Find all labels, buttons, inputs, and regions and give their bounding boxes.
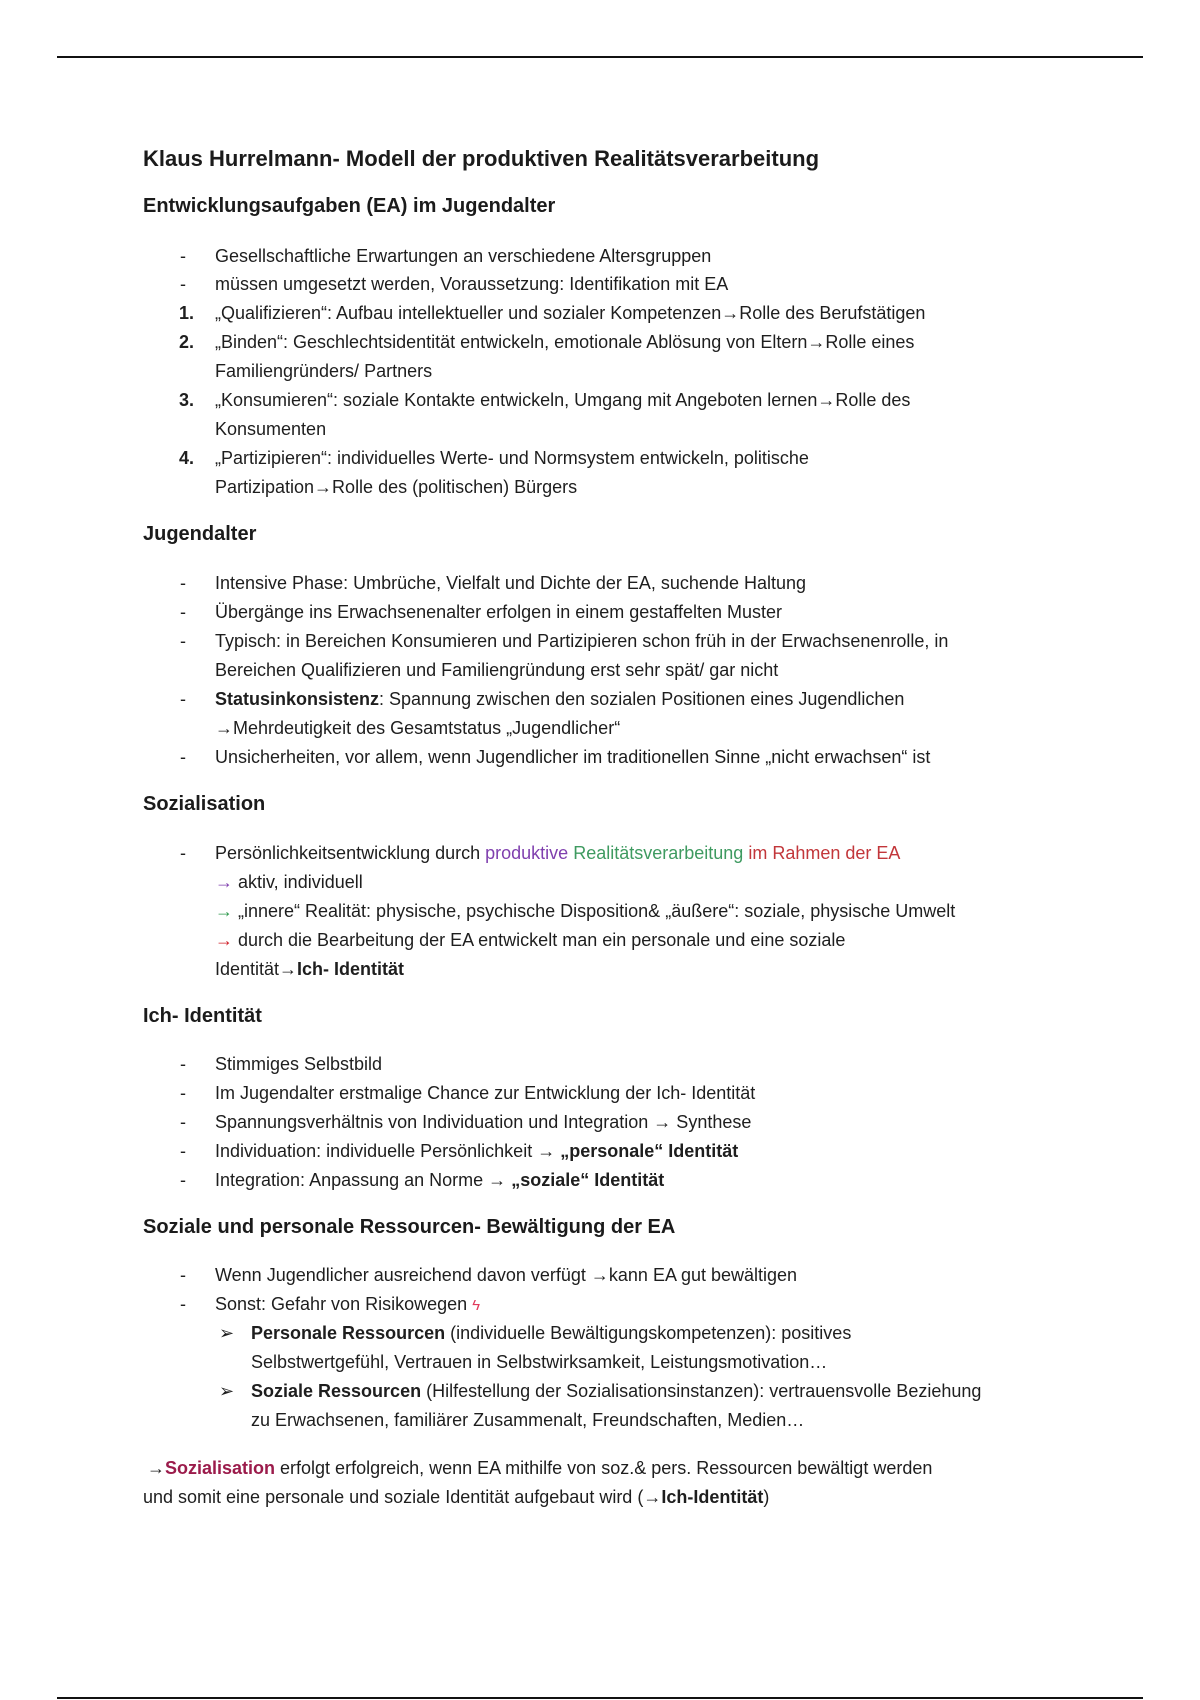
list-item-text: „Partizipieren“: individuelles Werte- und Normsystem entwickeln, politische <box>215 448 809 468</box>
arrow-right-icon: → <box>147 1458 165 1478</box>
list-item-text: Selbstwertgefühl, Vertrauen in Selbstwirksamkeit, Leistungsmotivation… <box>251 1352 828 1372</box>
list-item-text <box>251 1319 1103 1348</box>
text-fragment: Integration: Anpassung an Norme → <box>215 1170 512 1190</box>
bottom-rule <box>57 1697 1143 1699</box>
dash-marker: - <box>180 274 186 294</box>
text-fragment: : Spannung zwischen den sozialen Positionen eines Jugendlichen <box>379 689 905 709</box>
list-item-text <box>215 1137 1103 1166</box>
top-rule <box>57 56 1143 58</box>
heading-ich-identitaet: Ich- Identität <box>143 1005 262 1027</box>
text-fragment: Individuation: individuelle Persönlichkeit → <box>215 1141 561 1161</box>
list-item-text: Familiengründers/ Partners <box>215 361 433 381</box>
dash-marker: - <box>180 1294 186 1314</box>
dash-marker: - <box>180 1054 186 1074</box>
term-statusinkonsistenz: Statusinkonsistenz <box>215 689 380 709</box>
list-item-text <box>251 1377 1103 1406</box>
list-item-text: Konsumenten <box>215 419 327 439</box>
text-fragment: (Hilfestellung der Sozialisationsinstanzen): vertrauensvolle Beziehung <box>421 1381 982 1401</box>
heading-jugendalter: Jugendalter <box>143 523 257 545</box>
dash-marker: - <box>180 1170 186 1190</box>
list-item-text: Bereichen Qualifizieren und Familiengründung erst sehr spät/ gar nicht <box>215 660 779 680</box>
text-fragment: durch die Bearbeitung der EA entwickelt man ein personale und eine soziale <box>233 930 846 950</box>
text-fragment: Identität→ <box>215 959 298 979</box>
list-item-text: Gesellschaftliche Erwartungen an verschiedene Altersgruppen <box>215 246 712 266</box>
heading-entwicklungsaufgaben: Entwicklungsaufgaben (EA) im Jugendalter <box>143 195 556 217</box>
list-item-text: Intensive Phase: Umbrüche, Vielfalt und Dichte der EA, suchende Haltung <box>215 573 807 593</box>
list-item-text <box>215 839 1103 868</box>
dash-marker: - <box>180 747 186 767</box>
term-soziale-identitaet: „soziale“ Identität <box>511 1170 665 1190</box>
arrow-right-icon: → <box>215 901 233 921</box>
number-marker: 1. <box>179 303 195 323</box>
highlight-im-rahmen-der-ea: im Rahmen der EA <box>748 843 901 863</box>
term-soziale-ressourcen: Soziale Ressourcen <box>251 1381 422 1401</box>
list-item-text: Unsicherheiten, vor allem, wenn Jugendlicher im traditionellen Sinne „nicht erwachsen“ ist <box>215 747 931 767</box>
list-item-text: müssen umgesetzt werden, Voraussetzung: Identifikation mit EA <box>215 274 729 294</box>
list-item-text: zu Erwachsenen, familiärer Zusammenalt, Freundschaften, Medien… <box>251 1410 805 1430</box>
arrow-right-icon: → <box>215 930 233 950</box>
dash-marker: - <box>180 602 186 622</box>
text-fragment: ) <box>763 1487 770 1507</box>
text-fragment: erfolgt erfolgreich, wenn EA mithilfe von soz.& pers. Ressourcen bewältigt werden <box>275 1458 933 1478</box>
highlight-sozialisation: Sozialisation <box>165 1458 276 1478</box>
list-item-text: Wenn Jugendlicher ausreichend davon verfügt →kann EA gut bewältigen <box>215 1265 798 1285</box>
dash-marker: - <box>180 631 186 651</box>
dash-marker: - <box>180 1083 186 1103</box>
dash-marker: - <box>180 1112 186 1132</box>
list-item-text: Typisch: in Bereichen Konsumieren und Partizipieren schon früh in der Erwachsenenrolle, in <box>215 631 949 651</box>
term-ich-identitaet: →Ich-Identität <box>643 1487 764 1507</box>
dash-marker: - <box>180 843 186 863</box>
list-item-text: Übergänge ins Erwachsenenalter erfolgen in einem gestaffelten Muster <box>215 602 782 622</box>
arrow-right-icon: → <box>215 872 233 892</box>
list-item-text <box>215 926 1103 955</box>
number-marker: 3. <box>179 390 195 410</box>
list-item-text: „Binden“: Geschlechtsidentität entwickeln, emotionale Ablösung von Eltern→Rolle eines <box>215 332 915 352</box>
list-item-text: →Mehrdeutigkeit des Gesamtstatus „Jugendlicher“ <box>215 718 621 738</box>
term-ich-identitaet: Ich- Identität <box>297 959 405 979</box>
list-item-text: „Konsumieren“: soziale Kontakte entwickeln, Umgang mit Angeboten lernen→Rolle des <box>215 390 911 410</box>
list-item-text <box>215 685 1103 714</box>
term-personale-ressourcen: Personale Ressourcen <box>251 1323 446 1343</box>
dash-marker: - <box>180 246 186 266</box>
triangle-bullet-icon: ➢ <box>219 1323 235 1343</box>
triangle-bullet-icon: ➢ <box>219 1381 235 1401</box>
dash-marker: - <box>180 689 186 709</box>
text-fragment: (individuelle Bewältigungskompetenzen): positives <box>445 1323 852 1343</box>
dash-marker: - <box>180 1265 186 1285</box>
text-fragment: Persönlichkeitsentwicklung durch <box>215 843 486 863</box>
highlight-realitaetsverarbeitung: Realitätsverarbeitung <box>573 843 744 863</box>
list-item-text: Im Jugendalter erstmalige Chance zur Entwicklung der Ich- Identität <box>215 1083 756 1103</box>
list-item-text <box>215 897 1103 926</box>
list-item-text <box>215 868 1103 897</box>
number-marker: 2. <box>179 332 195 352</box>
text-fragment: und somit eine personale und soziale Identität aufgebaut wird ( <box>143 1487 644 1507</box>
list-item-text <box>215 1166 1103 1195</box>
heading-sozialisation: Sozialisation <box>143 793 266 815</box>
dash-marker: - <box>180 573 186 593</box>
conclusion-line <box>143 1454 1103 1483</box>
list-item-text: Partizipation→Rolle des (politischen) Bürgers <box>215 477 578 497</box>
heading-ressourcen: Soziale und personale Ressourcen- Bewältigung der EA <box>143 1216 676 1238</box>
number-marker: 4. <box>179 448 195 468</box>
list-item-text <box>215 955 1103 984</box>
list-item-text <box>215 1290 1103 1320</box>
page-title: Klaus Hurrelmann- Modell der produktiven Realitätsverarbeitung <box>143 146 820 171</box>
lightning-icon: ϟ <box>472 1297 481 1314</box>
list-item-text: Stimmiges Selbstbild <box>215 1054 383 1074</box>
dash-marker: - <box>180 1141 186 1161</box>
highlight-produktive: produktive <box>485 843 569 863</box>
text-fragment: aktiv, individuell <box>233 872 363 892</box>
text-fragment: Sonst: Gefahr von Risikowegen <box>215 1294 473 1314</box>
term-personale-identitaet: „personale“ Identität <box>560 1141 739 1161</box>
list-item-text: Spannungsverhältnis von Individuation und Integration → Synthese <box>215 1112 752 1132</box>
text-fragment: „innere“ Realität: physische, psychische Disposition& „äußere“: soziale, physische Umwelt <box>233 901 956 921</box>
conclusion-line <box>143 1483 1103 1512</box>
list-item-text: „Qualifizieren“: Aufbau intellektueller und sozialer Kompetenzen→Rolle des Berufstätigen <box>215 303 926 323</box>
